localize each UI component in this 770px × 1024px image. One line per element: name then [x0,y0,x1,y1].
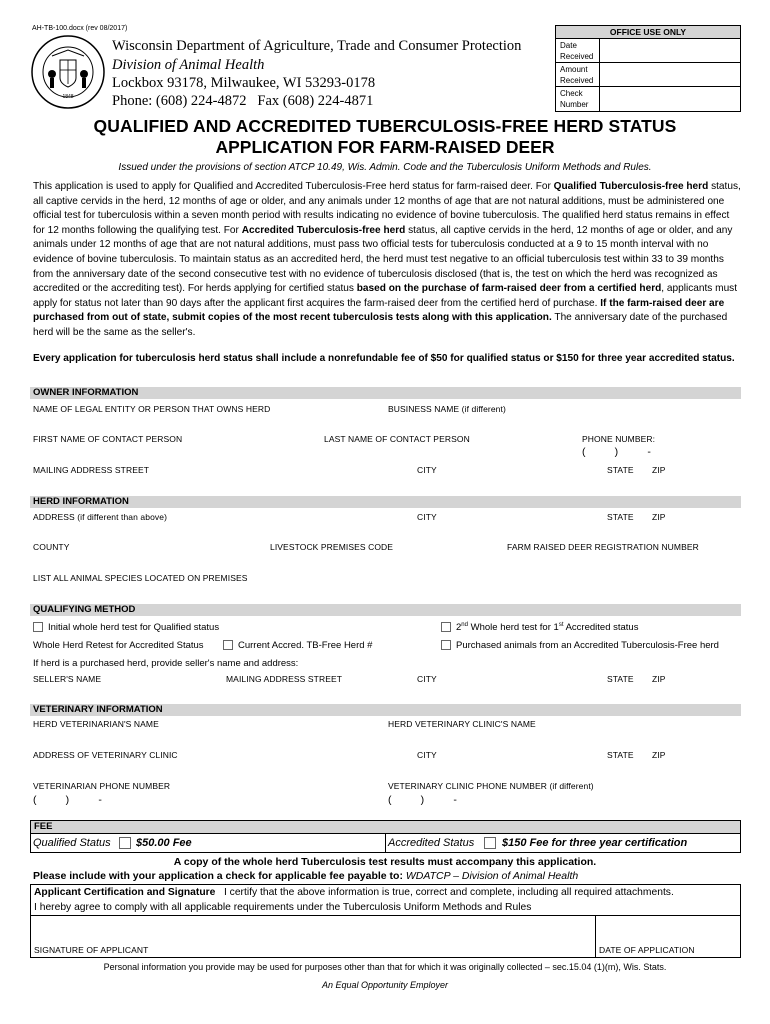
office-check-number-label: Check Number [560,89,589,109]
owner-mailing-address-label: MAILING ADDRESS STREET [33,465,150,475]
herd-address-label: ADDRESS (if different than above) [33,512,168,522]
qualifying-section-header: QUALIFYING METHOD [30,604,741,616]
agency-name: Wisconsin Department of Agriculture, Trade and Consumer Protection [112,38,522,54]
seller-state-label: STATE [607,674,634,684]
purchased-herd-note: If herd is a purchased herd, provide seller's name and address: [33,658,299,669]
herd-veterinarian-name-label: HERD VETERINARIAN'S NAME [33,719,159,729]
agency-address: Lockbox 93178, Milwaukee, WI 53293-0178 [112,75,376,91]
accredited-status-checkbox[interactable] [484,837,496,849]
certification-text-2: I hereby agree to comply with all applicable requirements under the Tuberculosis Uniform Methods and Rules [34,902,532,913]
whole-herd-retest-checkbox[interactable] [223,640,233,650]
owner-zip-label: ZIP [652,465,666,475]
owner-legal-name-label: NAME OF LEGAL ENTITY OR PERSON THAT OWNS HERD [33,404,271,414]
certification-text-1: Applicant Certification and Signature I certify that the above information is true, correct and complete, including all required attachments. [34,887,674,898]
form-id: AH-TB-100.docx (rev 08/2017) [32,25,128,32]
qualified-status-label: Qualified Status [33,837,111,849]
owner-section-header: OWNER INFORMATION [30,387,741,399]
purchased-animals-checkbox[interactable] [441,640,451,650]
qualified-status-checkbox[interactable] [119,837,131,849]
clinic-phone-label: VETERINARY CLINIC PHONE NUMBER (if different) [388,781,594,791]
seller-city-label: CITY [417,674,437,684]
herd-zip-label: ZIP [652,512,666,522]
animal-species-label: LIST ALL ANIMAL SPECIES LOCATED ON PREMISES [33,573,248,583]
deer-registration-number-label: FARM RAISED DEER REGISTRATION NUMBER [507,542,699,552]
whole-herd-retest-label: Whole Herd Retest for Accredited Status [33,640,204,651]
state-seal [30,34,106,110]
herd-county-label: COUNTY [33,542,70,552]
privacy-notice: Personal information you provide may be used for purposes other than that for which it was originally collected – sec.15.04 (1)(m), Wis. Stats. [103,962,667,972]
contact-last-name-label: LAST NAME OF CONTACT PERSON [324,434,470,444]
clinic-phone-input[interactable]: ( ) - [388,794,457,806]
office-use-title: OFFICE USE ONLY [556,26,740,38]
equal-opportunity-employer: An Equal Opportunity Employer [321,980,449,990]
contact-first-name-label: FIRST NAME OF CONTACT PERSON [33,434,183,444]
seller-mailing-address-label: MAILING ADDRESS STREET [226,674,343,684]
herd-state-label: STATE [607,512,634,522]
date-of-application-label: DATE OF APPLICATION [599,945,695,955]
veterinary-clinic-name-label: HERD VETERINARY CLINIC'S NAME [388,719,536,729]
title-line-2: APPLICATION FOR FARM-RAISED DEER [215,137,555,157]
herd-city-label: CITY [417,512,437,522]
agency-division: Division of Animal Health [112,57,265,73]
svg-text:1848: 1848 [62,94,74,100]
office-use-box [555,25,741,112]
fee-section-header: FEE [31,821,740,833]
clinic-address-label: ADDRESS OF VETERINARY CLINIC [33,750,178,760]
initial-whole-herd-test-checkbox[interactable] [33,622,43,632]
owner-business-name-input[interactable] [388,416,738,430]
qualified-fee-amount: $50.00 Fee [136,837,192,849]
signature-label: SIGNATURE OF APPLICANT [34,945,149,955]
initial-whole-herd-test-label: Initial whole herd test for Qualified status [48,622,220,633]
office-amount-received-label: Amount Received [560,65,594,85]
signature-input[interactable] [33,918,591,940]
accredited-status-label: Accredited Status [388,837,475,849]
seller-name-label: SELLER'S NAME [33,674,102,684]
herd-section-header: HERD INFORMATION [30,496,741,508]
veterinary-section-header: VETERINARY INFORMATION [30,704,741,716]
second-whole-herd-test-checkbox[interactable] [441,622,451,632]
owner-business-name-label: BUSINESS NAME (if different) [388,404,506,414]
owner-legal-name-input[interactable] [33,416,383,430]
clinic-city-label: CITY [417,750,437,760]
veterinarian-phone-label: VETERINARIAN PHONE NUMBER [33,781,171,791]
owner-phone-input[interactable]: ( ) - [582,446,651,458]
date-of-application-input[interactable] [599,918,737,940]
fee-requirement-note: Every application for tuberculosis herd status shall include a nonrefundable fee of $50 for qualified status or $150 for three year accredited status. [33,353,735,364]
veterinarian-phone-input[interactable]: ( ) - [33,794,102,806]
intro-paragraph: This application is used to apply for Qualified and Accredited Tuberculosis-Free herd status for farm-raised deer. For Qualified Tuberculosis-free herd status, all captive cervids in the herd, 12 months of age or older, and any animals under 12 months of age that are not natural additions, must be administered one official test for tuberculosis within a seven month period with results indicating no evidence of bovine tuberculosis. The qualified herd status remains in effect for 12 months following the qualifying test. For Accredited Tuberculosis-free herd status, all captive cervids in the herd, 12 months of age or older, and any animals under 12 months of age that are not natural additions, must pass two official tests for tuberculosis conducted at a 9 to 15 month interval with no evidence of bovine tuberculosis. To maintain status as an accredited herd, the herd must test negative to an official tuberculosis test within 33 to 39 months from the anniversary date of the second consecutive test with no evidence of tuberculosis disclosed (that is, the test on which the herd was recognized as accredited or the accrediting test). For herds applying for certified status based on the purchase of farm-raised deer from a certified herd, applicants must apply for status not later than 90 days after the applicant first acquires the farm-raised deer from the certified herd of purchase. If the farm-raised deer are purchased from out of state, submit copies of the most recent tuberculosis tests along with this application. The anniversary date of the purchased herd will be the same as the seller's. [33,181,741,338]
second-whole-herd-test-label: 2nd Whole herd test for 1st Accredited status [456,622,639,634]
owner-city-label: CITY [417,465,437,475]
accredited-fee-amount: $150 Fee for three year certification [502,837,688,849]
office-date-received-label: Date Received [560,41,594,61]
current-accred-herd-label: Current Accred. TB-Free Herd # [238,640,373,651]
agency-phone-fax: Phone: (608) 224-4872 Fax (608) 224-4871 [112,93,374,109]
test-results-note: A copy of the whole herd Tuberculosis test results must accompany this application. [173,856,597,868]
phone-number-label: PHONE NUMBER: [582,434,656,444]
title-line-1: QUALIFIED AND ACCREDITED TUBERCULOSIS-FREE HERD STATUS [93,116,677,136]
purchased-animals-label: Purchased animals from an Accredited Tuberculosis-Free herd [456,640,719,651]
seller-zip-label: ZIP [652,674,666,684]
owner-state-label: STATE [607,465,634,475]
payable-to-line: Please include with your application a check for applicable fee payable to: WDATCP – Division of Animal Health [33,870,579,882]
clinic-zip-label: ZIP [652,750,666,760]
clinic-state-label: STATE [607,750,634,760]
subtitle: Issued under the provisions of section ATCP 10.49, Wis. Admin. Code and the Tuberculosis Uniform Methods and Rules. [118,162,652,173]
livestock-premises-code-label: LIVESTOCK PREMISES CODE [270,542,394,552]
